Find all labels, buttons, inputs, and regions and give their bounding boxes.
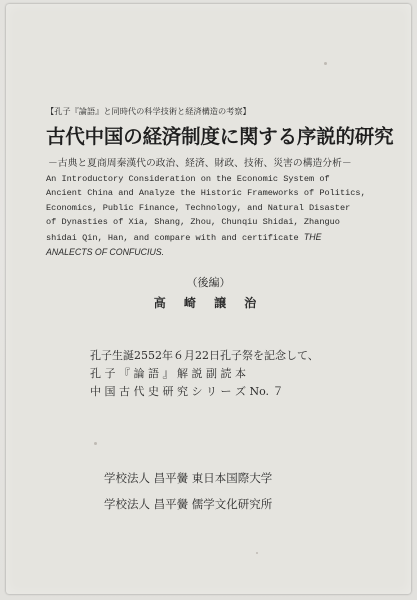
english-italic-analects: ANALECTS OF CONFUCIUS. — [46, 247, 165, 258]
english-line: Ancient China and Analyze the Historic Frameworks of Politics, — [46, 188, 366, 199]
subtitle: －古典と夏商周秦漢代の政治、経済、財政、技術、災害の構造分析－ — [48, 158, 352, 169]
book-cover — [6, 4, 411, 594]
publisher-university: 学校法人 昌平黌 東日本国際大学 — [104, 471, 273, 485]
english-line — [46, 230, 376, 245]
paper-speck — [94, 442, 97, 445]
english-line-text: shidai Qin, Han, and compare with and certificate — [46, 232, 299, 243]
series-tag: 【孔子『論語』と同時代の科学技術と経済構造の考察】 — [46, 106, 251, 116]
edition-label: （後編） — [186, 276, 231, 289]
main-title: 古代中国の経済制度に関する序説的研究 — [46, 125, 394, 148]
series-note: 中 国 古 代 史 研 究 シ リ ー ズ No. ７ — [90, 385, 284, 398]
english-title-block — [46, 172, 376, 259]
english-line: An Introductory Consideration on the Economic System of — [46, 174, 330, 184]
paper-speck — [324, 62, 327, 65]
reader-note: 孔 子 『 論 語 』 解 説 副 読 本 — [90, 367, 246, 380]
english-line: Economics, Public Finance, Technology, and Natural Disaster — [46, 202, 351, 213]
publisher-institute: 学校法人 昌平黌 儒学文化研究所 — [104, 497, 273, 511]
english-line: of Dynasties of Xia, Shang, Zhou, Chunqiu Shidai, Zhanguo — [46, 217, 340, 228]
commemoration-note: 孔子生誕2552年６月22日孔子祭を記念して、 — [90, 349, 319, 362]
english-italic-the: THE — [303, 231, 322, 242]
author-name: 高 崎 譲 治 — [153, 296, 264, 310]
paper-speck — [256, 552, 258, 554]
